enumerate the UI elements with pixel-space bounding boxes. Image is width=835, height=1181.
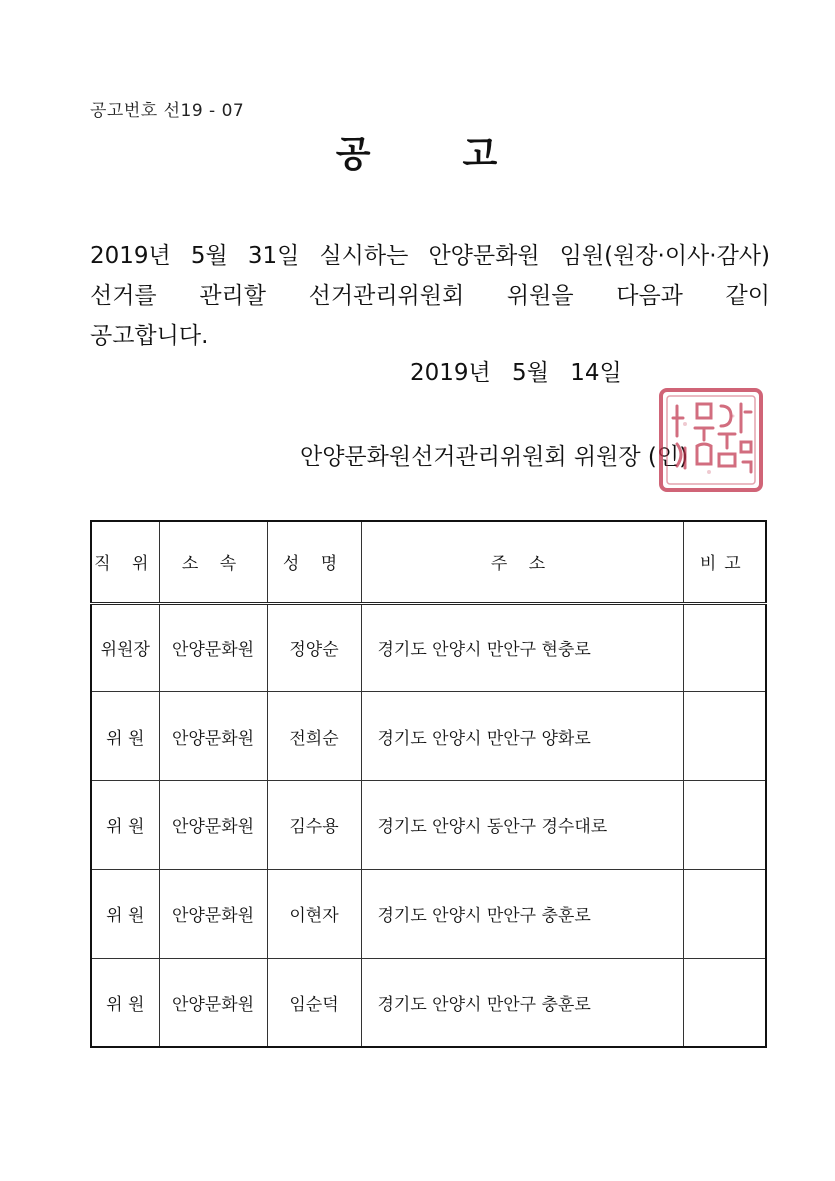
cell-address: 경기도 안양시 만안구 현충로 bbox=[361, 603, 683, 692]
table-row bbox=[91, 869, 766, 958]
cell-note bbox=[683, 781, 766, 870]
title-char-left: 공 bbox=[335, 134, 373, 175]
cell-address: 경기도 안양시 동안구 경수대로 bbox=[361, 781, 683, 870]
cell-affiliation: 안양문화원 bbox=[159, 603, 267, 692]
header-name: 성 명 bbox=[267, 521, 361, 603]
cell-name: 정양순 bbox=[267, 603, 361, 692]
cell-position: 위 원 bbox=[91, 692, 159, 781]
cell-position: 위 원 bbox=[91, 869, 159, 958]
cell-address: 경기도 안양시 만안구 충훈로 bbox=[361, 869, 683, 958]
cell-address: 경기도 안양시 만안구 충훈로 bbox=[361, 958, 683, 1047]
header-note: 비고 bbox=[683, 521, 766, 603]
header-affiliation: 소 속 bbox=[159, 521, 267, 603]
table-row bbox=[91, 603, 766, 692]
cell-position: 위원장 bbox=[91, 603, 159, 692]
body-line-2: 선거를 관리할 선거관리위원회 위원을 다음과 같이 bbox=[90, 283, 770, 309]
body-line-1: 2019년 5월 31일 실시하는 안양문화원 임원(원장·이사·감사) bbox=[90, 243, 770, 269]
cell-note bbox=[683, 692, 766, 781]
seal-stamp-icon bbox=[655, 384, 767, 496]
header-position: 직 위 bbox=[91, 521, 159, 603]
document-title bbox=[0, 126, 835, 177]
table-row bbox=[91, 781, 766, 870]
cell-address: 경기도 안양시 만안구 양화로 bbox=[361, 692, 683, 781]
title-char-right: 고 bbox=[462, 134, 500, 175]
committee-table bbox=[90, 520, 767, 1048]
cell-affiliation: 안양문화원 bbox=[159, 958, 267, 1047]
cell-note bbox=[683, 603, 766, 692]
cell-affiliation: 안양문화원 bbox=[159, 869, 267, 958]
notice-number: 공고번호 선19 - 07 bbox=[90, 101, 245, 121]
table-row bbox=[91, 958, 766, 1047]
cell-name: 임순덕 bbox=[267, 958, 361, 1047]
issuer-signature: 안양문화원선거관리위원회 위원장 (인) bbox=[300, 444, 689, 470]
table-row bbox=[91, 692, 766, 781]
notice-date: 2019년 5월 14일 bbox=[410, 360, 622, 386]
body-line-3: 공고합니다. bbox=[90, 323, 209, 349]
cell-position: 위 원 bbox=[91, 781, 159, 870]
table-header-row bbox=[91, 521, 766, 603]
cell-name: 이현자 bbox=[267, 869, 361, 958]
cell-affiliation: 안양문화원 bbox=[159, 692, 267, 781]
cell-position: 위 원 bbox=[91, 958, 159, 1047]
cell-affiliation: 안양문화원 bbox=[159, 781, 267, 870]
cell-name: 전희순 bbox=[267, 692, 361, 781]
notice-body bbox=[90, 236, 770, 356]
cell-name: 김수용 bbox=[267, 781, 361, 870]
header-address: 주 소 bbox=[361, 521, 683, 603]
cell-note bbox=[683, 869, 766, 958]
cell-note bbox=[683, 958, 766, 1047]
